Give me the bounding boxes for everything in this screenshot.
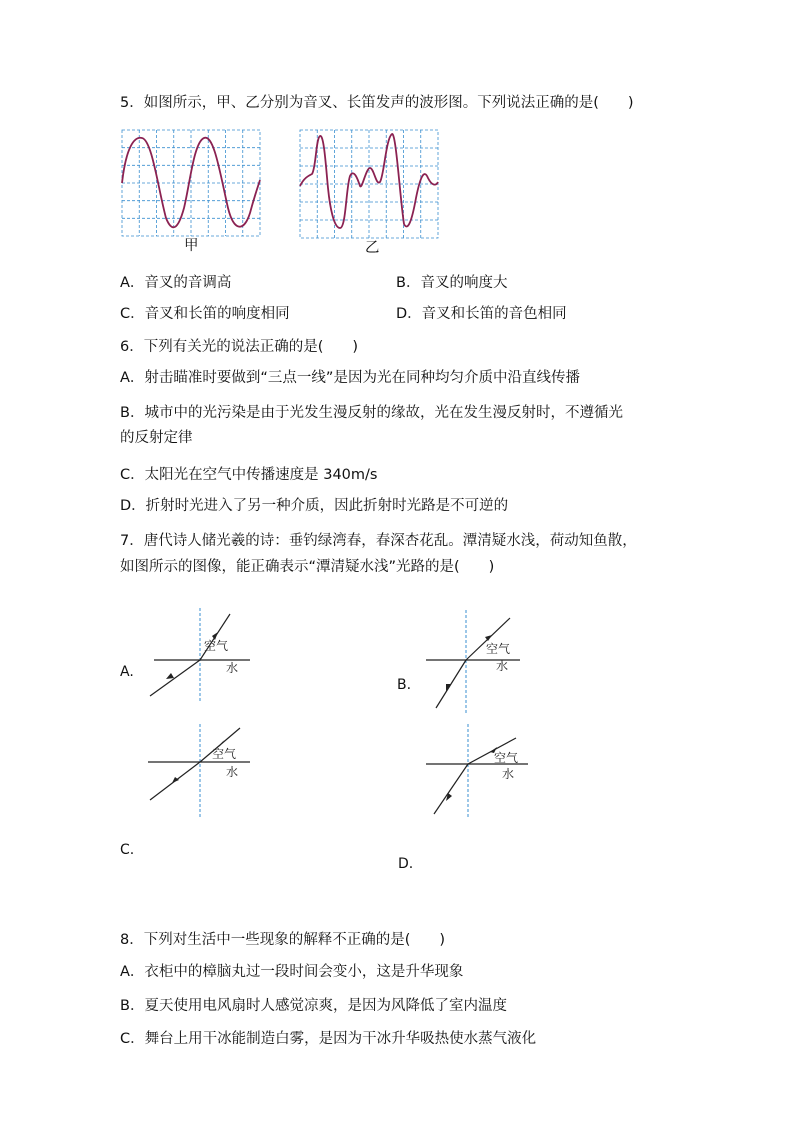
- q5-option-b: B．音叉的响度大: [396, 275, 508, 291]
- q7-diagram-c: [146, 722, 256, 818]
- ray-in-water: [150, 660, 200, 696]
- q7-option-c-label: C.: [120, 842, 135, 858]
- q6-option-b-line2: 的反射定律: [120, 430, 193, 446]
- q7-diagram-a: [146, 606, 256, 702]
- q7-stem-line1: 7．唐代诗人储光羲的诗：垂钓绿湾春，春深杏花乱。潭清疑水浅，荷动知鱼散，: [120, 533, 637, 549]
- q5-option-d: D．音叉和长笛的音色相同: [396, 306, 567, 322]
- q5-stem: 5．如图所示，甲、乙分别为音叉、长笛发声的波形图。下列说法正确的是( ): [120, 95, 634, 111]
- arrow-icon: [166, 673, 174, 679]
- q8-option-a: A．衣柜中的樟脑丸过一段时间会变小，这是升华现象: [120, 964, 464, 980]
- q5-wave-figure-yi: [296, 128, 442, 242]
- q7-stem-line2: 如图所示的图像，能正确表示“潭清疑水浅”光路的是( ): [120, 559, 495, 575]
- q6-stem: 6．下列有关光的说法正确的是( ): [120, 339, 359, 355]
- water-label: 水: [502, 767, 515, 781]
- q5-option-c: C．音叉和长笛的响度相同: [120, 306, 290, 322]
- q6-option-b-line1: B．城市中的光污染是由于光发生漫反射的缘故，光在发生漫反射时，不遵循光: [120, 405, 623, 421]
- air-label: 空气: [204, 639, 229, 653]
- air-label: 空气: [486, 642, 511, 656]
- water-label: 水: [226, 661, 239, 675]
- grid: [300, 130, 438, 238]
- q6-option-a: A．射击瞄准时要做到“三点一线”是因为光在同种均匀介质中沿直线传播: [120, 370, 580, 386]
- air-label: 空气: [494, 751, 519, 765]
- ray-in-water: [434, 764, 468, 814]
- water-label: 水: [226, 765, 239, 779]
- water-label: 水: [496, 659, 509, 673]
- q8-option-b: B．夏天使用电风扇时人感觉凉爽，是因为风降低了室内温度: [120, 998, 507, 1014]
- q5-caption-yi: 乙: [365, 240, 380, 256]
- q6-option-c: C．太阳光在空气中传播速度是 340m/s: [120, 467, 378, 483]
- grid: [122, 130, 260, 236]
- q7-diagram-d: [424, 722, 534, 818]
- q7-option-a-label: A.: [120, 664, 134, 680]
- q7-diagram-b: [424, 608, 534, 714]
- q7-option-d-label: D.: [398, 856, 414, 872]
- q5-caption-jia: 甲: [184, 238, 199, 254]
- air-label: 空气: [212, 747, 237, 761]
- q5-option-a: A．音叉的音调高: [120, 275, 232, 291]
- arrow-icon: [172, 777, 179, 783]
- q8-option-c: C．舞台上用干冰能制造白雾，是因为干冰升华吸热使水蒸气液化: [120, 1031, 537, 1047]
- arrow-icon: [218, 740, 224, 747]
- q7-option-b-label: B.: [397, 677, 412, 693]
- q8-stem: 8．下列对生活中一些现象的解释不正确的是( ): [120, 932, 446, 948]
- q6-option-d: D．折射时光进入了另一种介质，因此折射时光路是不可逆的: [120, 498, 509, 514]
